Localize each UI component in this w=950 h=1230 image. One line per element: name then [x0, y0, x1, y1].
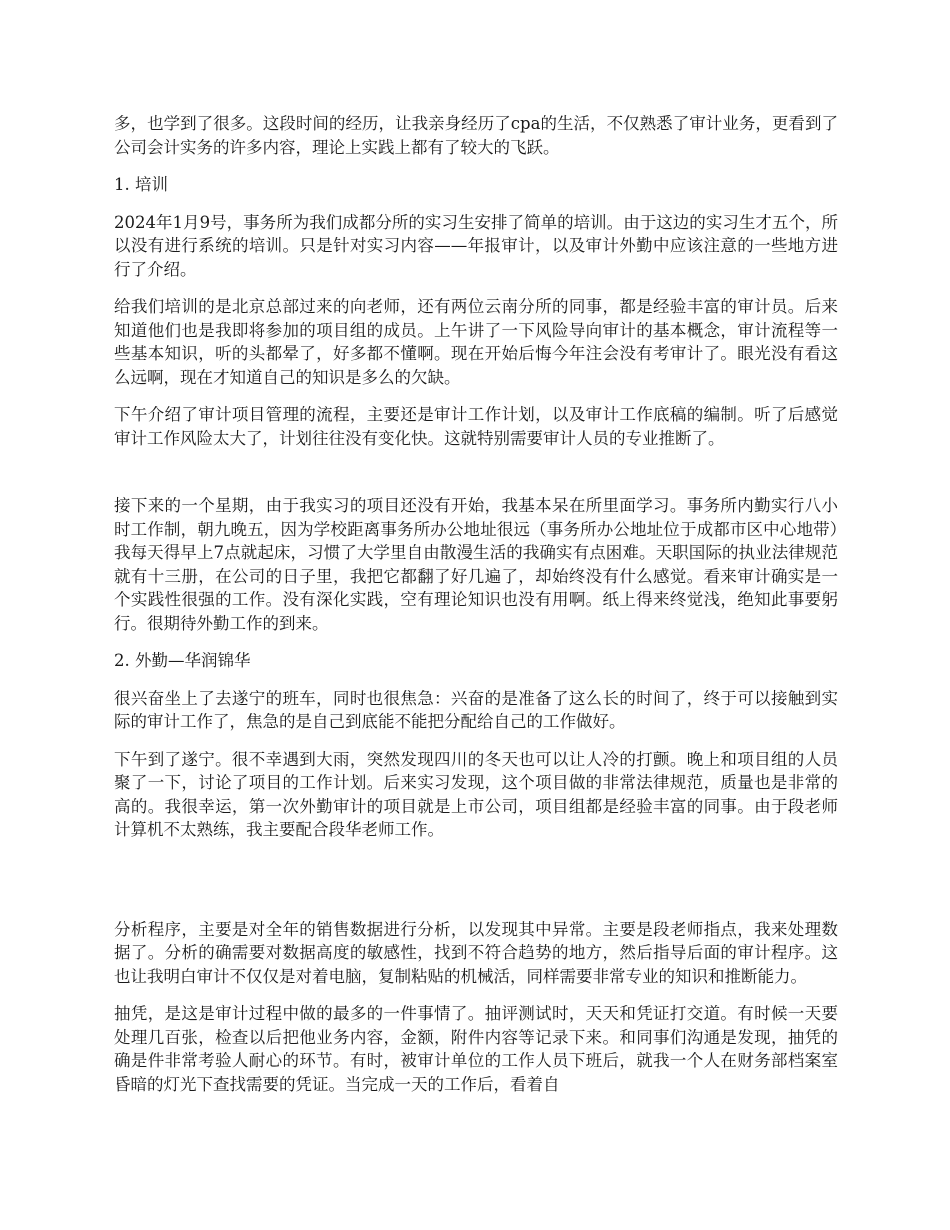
paragraph-vouchers: 抽凭，是这是审计过程中做的最多的一件事情了。抽评测试时，天天和凭证打交道。有时候一天要处理几百张，检查以后把他业务内容，金额，附件内容等记录下来。和同事们沟通是发现，抽凭的确是件非常考验人耐心的环节。有时，被审计单位的工作人员下班后，就我一个人在财务部档案室昏暗的灯光下查找需要的凭证。当完成一天的工作后，看着自 — [114, 1004, 838, 1094]
paragraph-bus-trip: 很兴奋坐上了去遂宁的班车，同时也很焦急：兴奋的是准备了这么长的时间了，终于可以接触到实际的审计工作了，焦急的是自己到底能不能把分配给自己的工作做好。 — [114, 688, 838, 731]
paragraph-training-date: 2024年1月9号，事务所为我们成都分所的实习生安排了简单的培训。由于这边的实习生才五个，所以没有进行系统的培训。只是针对实习内容——年报审计，以及审计外勤中应该注意的一些地方进行了介绍。 — [114, 212, 838, 279]
section-heading-training: 1. 培训 — [114, 175, 168, 194]
paragraph-afternoon: 下午介绍了审计项目管理的流程，主要还是审计工作计划，以及审计工作底稿的编制。听了后感觉审计工作风险太大了，计划往往没有变化快。这就特别需要审计人员的专业推断了。 — [114, 405, 838, 448]
document-body — [114, 112, 838, 1110]
paragraph-analysis: 分析程序，主要是对全年的销售数据进行分析，以发现其中异常。主要是段老师指点，我来处理数据了。分析的确需要对数据高度的敏感性，找到不符合趋势的地方，然后指导后面的审计程序。这也让我明白审计不仅仅是对着电脑，复制粘贴的机械活，同样需要非常专业的知识和推断能力。 — [114, 919, 838, 986]
paragraph-intro: 多，也学到了很多。这段时间的经历，让我亲身经历了cpa的生活，不仅熟悉了审计业务，更看到了公司会计实务的许多内容，理论上实践上都有了较大的飞跃。 — [114, 114, 838, 157]
paragraph-arrival: 下午到了遂宁。很不幸遇到大雨，突然发现四川的冬天也可以让人冷的打颤。晚上和项目组的人员聚了一下，讨论了项目的工作计划。后来实习发现，这个项目做的非常法律规范，质量也是非常的高的。我很幸运，第一次外勤审计的项目就是上市公司，项目组都是经验丰富的同事。由于段老师计算机不太熟练，我主要配合段华老师工作。 — [114, 749, 838, 839]
paragraph-office-week: 接下来的一个星期，由于我实习的项目还没有开始，我基本呆在所里面学习。事务所内勤实行八小时工作制，朝九晚五，因为学校距离事务所办公地址很远（事务所办公地址位于成都市区中心地带）我每天得早上7点就起床，习惯了大学里自由散漫生活的我确实有点困难。天职国际的执业法律规范就有十三册，在公司的日子里，我把它都翻了好几遍了，却始终没有什么感觉。看来审计确实是一个实践性很强的工作。没有深化实践，空有理论知识也没有用啊。纸上得来终觉浅，绝知此事要躬行。很期待外勤工作的到来。 — [114, 496, 838, 633]
paragraph-spacer — [114, 464, 838, 494]
section-heading-fieldwork: 2. 外勤—华润锦华 — [114, 651, 251, 670]
paragraph-spacer — [114, 856, 838, 918]
paragraph-trainers: 给我们培训的是北京总部过来的向老师，还有两位云南分所的同事，都是经验丰富的审计员。后来知道他们也是我即将参加的项目组的成员。上午讲了一下风险导向审计的基本概念，审计流程等一些基本知识，听的头都晕了，好多都不懂啊。现在开始后悔今年注会没有考审计了。眼光没有看这么远啊，现在才知道自己的知识是多么的欠缺。 — [114, 297, 838, 387]
